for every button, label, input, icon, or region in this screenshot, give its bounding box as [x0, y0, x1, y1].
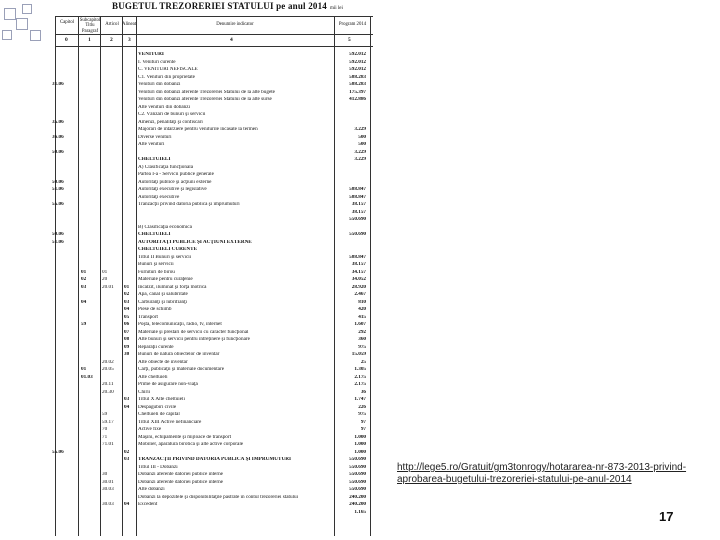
- table-row: [50, 75, 370, 81]
- cell-c4: Bunuri şi servicii: [138, 262, 174, 267]
- table-row: [50, 210, 370, 216]
- cell-c5: 550.690: [349, 464, 366, 470]
- cell-c3: 09: [124, 344, 130, 350]
- colnum: 2: [110, 37, 113, 43]
- table-row: [50, 480, 370, 486]
- cell-c4: CHELTUIELI CURENTE: [138, 247, 198, 252]
- cell-c4: Venituri din dobânzi: [138, 82, 181, 87]
- cell-c4: Autorităţi executive: [138, 194, 180, 200]
- header-top-line: [55, 16, 373, 17]
- table-row: [50, 495, 370, 501]
- cell-c4: Chirii: [138, 389, 151, 395]
- cell-c4: I. Venituri curente: [138, 59, 176, 65]
- cell-c4: Poştă, telecomunicaţii, radio, tv, internet: [138, 322, 222, 327]
- table-row: [50, 232, 370, 238]
- table-row: [50, 225, 370, 231]
- table-row: [50, 120, 370, 126]
- sheet-title: BUGETUL TREZORERIEI STATULUI pe anul 2014: [112, 1, 328, 11]
- cell-c3: 04: [124, 502, 130, 507]
- table-row: [50, 142, 370, 148]
- cell-c5: 592.012: [349, 67, 366, 72]
- cell-c4: Diverse venituri: [138, 134, 172, 140]
- cell-c3: 05: [124, 314, 130, 320]
- cell-c0: 55.06: [52, 202, 64, 207]
- cell-c4: Majorări de întârziere pentru veniturile încasate la termen: [138, 127, 258, 132]
- cell-c5: 15.059: [351, 352, 366, 357]
- budget-sheet: [50, 0, 370, 540]
- cell-c5: 2.175: [354, 382, 366, 387]
- table-row: [50, 67, 370, 73]
- cell-c0: 31.06: [52, 82, 64, 87]
- table-row: [50, 375, 370, 381]
- table-row: [50, 187, 370, 193]
- table-row: [50, 270, 370, 276]
- cell-c3: 02: [124, 292, 130, 297]
- cell-c4: AUTORITĂŢI PUBLICE ŞI ACŢIUNI EXTERNE: [138, 239, 252, 245]
- header-alineat: Alineat: [122, 22, 137, 27]
- cell-c4: Materiale pentru curăţenie: [138, 277, 193, 282]
- table-row: [50, 292, 370, 298]
- cell-c3: 02: [124, 449, 130, 455]
- cell-c5: 810: [358, 299, 366, 305]
- cell-c5: 3.229: [354, 149, 366, 155]
- table-row: [50, 307, 370, 313]
- cell-c5: 550.690: [349, 479, 366, 485]
- table-row: [50, 442, 370, 448]
- cell-c2: 20.11: [102, 382, 114, 387]
- cell-c4: VENITURI: [138, 52, 164, 57]
- cell-c2: 20.01: [102, 284, 114, 290]
- cell-c3: 06: [124, 322, 130, 327]
- table-row: [50, 510, 370, 516]
- cell-c4: Excedent: [138, 502, 158, 507]
- header-capitol: Capitol: [59, 20, 75, 25]
- cell-c4: Venituri din dobânzi aferente Trezoreriei Statului de la alte bugete: [138, 89, 275, 95]
- page-number: 17: [659, 509, 674, 524]
- cell-c1: 59: [81, 322, 87, 327]
- cell-c4: TRANZACŢII PRIVIND DATORIA PUBLICĂ ŞI ÎMPRUMUTURI: [138, 457, 291, 462]
- cell-c0: 50.06: [52, 232, 64, 237]
- cell-c5: 550.690: [349, 457, 366, 462]
- table-row: [50, 90, 370, 96]
- cell-c4: Titlul XIII Active nefinanciare: [138, 419, 202, 425]
- cell-c3: 03: [124, 457, 130, 462]
- cell-c2: 70: [102, 427, 108, 432]
- colnum: 1: [88, 37, 91, 43]
- cell-c4: Venituri din dobânzi aferente Trezoreriei Statului de la alte surse: [138, 97, 272, 102]
- cell-c4: C1. Venituri din proprietate: [138, 74, 195, 80]
- cell-c2: 20.02: [102, 359, 114, 365]
- table-row: [50, 127, 370, 133]
- cell-c5: 420: [358, 307, 366, 312]
- cell-c4: Alte obiecte de inventar: [138, 359, 188, 365]
- table-row: [50, 60, 370, 66]
- table-row: [50, 255, 370, 261]
- cell-c4: Alte venituri din dobânzi: [138, 104, 191, 110]
- cell-c5: 1.000: [354, 434, 366, 440]
- cell-c4: Tranzacţii privind datoria publică şi împrumuturi: [138, 202, 240, 207]
- cell-c4: Amenzi, penalităţi şi confiscări: [138, 119, 203, 125]
- table-row: [50, 172, 370, 178]
- cell-c4: Autorităţi executive şi legislative: [138, 187, 207, 192]
- cell-c4: Titlul X Alte cheltuieli: [138, 397, 185, 402]
- cell-c2: 59: [102, 412, 108, 417]
- cell-c2: 59.17: [102, 419, 114, 425]
- source-link[interactable]: http://lege5.ro/Gratuit/gm3tonrogy/hotararea-nr-873-2013-privind-aprobarea-bugetului-trezoreriei-statului-pe-anul-2014: [397, 462, 687, 485]
- cell-c5: 360: [358, 337, 366, 342]
- table-row: [50, 322, 370, 328]
- cell-c4: Partea I-a - Servicii publice generale: [138, 172, 214, 177]
- table-row: [50, 472, 370, 478]
- table-row: [50, 217, 370, 223]
- cell-c5: 226: [358, 404, 366, 410]
- cell-c1: 01.03: [81, 374, 93, 380]
- table-row: [50, 105, 370, 111]
- sheet-unit: mii lei: [330, 6, 343, 11]
- cell-c4: Autorităţi publice şi acţiuni externe: [138, 179, 212, 185]
- cell-c5: 36: [360, 389, 366, 395]
- cell-c2: 71.01: [102, 442, 114, 447]
- cell-c5: 588.283: [349, 74, 366, 80]
- table-row: [50, 285, 370, 291]
- table-row: [50, 465, 370, 471]
- cell-c1: 04: [81, 299, 87, 305]
- cell-c2: 30.03: [102, 502, 114, 507]
- cell-c5: 175.397: [349, 89, 366, 95]
- table-row: [50, 277, 370, 283]
- table-row: [50, 367, 370, 373]
- cell-c4: Alte dobânzi: [138, 487, 165, 492]
- cell-c5: 975: [358, 344, 366, 350]
- cell-c5: 2.467: [354, 292, 366, 297]
- cell-c0: 36.06: [52, 134, 64, 140]
- table-row: [50, 427, 370, 433]
- cell-c5: 3.229: [354, 157, 366, 162]
- cell-c5: 415: [358, 314, 366, 320]
- table-row: [50, 300, 370, 306]
- cell-c5: 550.690: [349, 217, 366, 222]
- cell-c4: Active fixe: [138, 427, 162, 432]
- cell-c4: Alte cheltuieli: [138, 374, 168, 380]
- table-row: [50, 82, 370, 88]
- header-denumire: Denumire indicator: [216, 22, 254, 27]
- cell-c4: C2. Vânzări de bunuri şi servicii: [138, 112, 206, 117]
- table-row: [50, 450, 370, 456]
- cell-c5: 240.200: [349, 494, 366, 500]
- table-row: [50, 405, 370, 411]
- cell-c2: 30: [102, 472, 108, 477]
- cell-c5: 38.157: [351, 202, 366, 207]
- cell-c0: 55.06: [52, 449, 64, 455]
- cell-c5: 588.847: [349, 187, 366, 192]
- table-row: [50, 315, 370, 321]
- cell-c4: Prime de asigurare non-viaţă: [138, 382, 198, 387]
- cell-c5: 2.175: [354, 374, 366, 380]
- cell-c5: 3.229: [354, 127, 366, 132]
- cell-c5: 38.157: [351, 209, 366, 215]
- cell-c4: Bunuri de natura obiectelor de inventar: [138, 352, 220, 357]
- table-row: [50, 390, 370, 396]
- table-row: [50, 330, 370, 336]
- cell-c5: 592.012: [349, 52, 366, 57]
- colnum: 5: [348, 37, 351, 43]
- cell-c2: 30.01: [102, 479, 114, 485]
- cell-c5: 34.052: [351, 277, 366, 282]
- cell-c3: 04: [124, 307, 130, 312]
- cell-c2: 20: [102, 277, 108, 282]
- table-row: [50, 397, 370, 403]
- cell-c4: Furnituri de birou: [138, 269, 175, 275]
- cell-c3: 30: [124, 352, 130, 357]
- cell-c5: 1.607: [354, 322, 366, 327]
- table-row: [50, 202, 370, 208]
- table-row: [50, 112, 370, 118]
- cell-c5: 1.000: [354, 449, 366, 455]
- cell-c5: 240.200: [349, 502, 366, 507]
- col-line: [370, 16, 371, 536]
- cell-c4: Cheltuieli de capital: [138, 412, 180, 417]
- table-row: [50, 412, 370, 418]
- cell-c2: 71: [102, 434, 108, 440]
- cell-c5: 412.886: [349, 97, 366, 102]
- table-row: [50, 135, 370, 141]
- cell-c3: 03: [124, 299, 130, 305]
- cell-c4: Mobilier, aparatură birotică şi alte active corporale: [138, 442, 244, 447]
- cell-c1: 02: [81, 277, 87, 282]
- cell-c5: 588.847: [349, 254, 366, 260]
- cell-c5: 97: [360, 419, 366, 425]
- slide-decoration: [0, 0, 40, 60]
- cell-c1: 01: [81, 367, 87, 372]
- cell-c5: 1.305: [354, 367, 366, 372]
- colnum: 4: [230, 37, 233, 43]
- cell-c5: 588.283: [349, 82, 366, 87]
- cell-c4: Transport: [138, 314, 158, 320]
- decor-square: [16, 18, 28, 30]
- cell-c5: 1.747: [354, 397, 366, 402]
- cell-c2: 20.30: [102, 389, 114, 395]
- table-row: [50, 262, 370, 268]
- cell-c4: Apă, canal şi salubritate: [138, 292, 188, 297]
- cell-c4: Dobânzi aferente datoriei publice interne: [138, 472, 223, 477]
- cell-c4: Încălzit, iluminat şi forţă motrică: [138, 284, 207, 290]
- cell-c4: Titlul II Bunuri şi servicii: [138, 254, 192, 260]
- table-row: [50, 487, 370, 493]
- cell-c2: 30.03: [102, 487, 114, 492]
- colnum: 3: [128, 37, 131, 43]
- cell-c3: 08: [124, 337, 130, 342]
- table-row: [50, 345, 370, 351]
- decor-square: [2, 30, 12, 40]
- cell-c2: 20.05: [102, 367, 114, 372]
- decor-square: [22, 4, 32, 14]
- table-row: [50, 457, 370, 463]
- cell-c3: 01: [124, 284, 130, 290]
- table-row: [50, 360, 370, 366]
- cell-c5: 500: [358, 134, 366, 140]
- cell-c4: Alte bunuri şi servicii pentru întreţinere şi funcţionare: [138, 337, 250, 342]
- cell-c5: 550.690: [349, 472, 366, 477]
- cell-c4: Materiale şi prestări de servicii cu caracter funcţional: [138, 329, 249, 335]
- cell-c5: 28.920: [351, 284, 366, 290]
- cell-c2: 01: [102, 269, 108, 275]
- cell-c4: A) Clasificaţia funcţională: [138, 164, 194, 170]
- cell-c4: Cărţi, publicaţii şi materiale documentare: [138, 367, 224, 372]
- cell-c4: Piese de schimb: [138, 307, 172, 312]
- table-row: [50, 97, 370, 103]
- cell-c4: Reparaţii curente: [138, 344, 174, 350]
- header-bottom-line: [55, 34, 373, 35]
- cell-c5: 550.690: [349, 232, 366, 237]
- table-row: [50, 180, 370, 186]
- decor-square: [4, 8, 16, 20]
- cell-c4: B) Clasificaţia economică: [138, 224, 192, 230]
- cell-c4: C. VENITURI NEFISCALE: [138, 67, 198, 72]
- table-row: [50, 52, 370, 58]
- cell-c5: 550.690: [349, 487, 366, 492]
- table-row: [50, 337, 370, 343]
- decor-square: [30, 30, 41, 41]
- cell-c4: Carburanţi şi lubrifianţi: [138, 299, 187, 305]
- table-row: [50, 247, 370, 253]
- table-row: [50, 157, 370, 163]
- cell-c5: 25: [360, 359, 366, 365]
- table-row: [50, 435, 370, 441]
- cell-c5: 592.012: [349, 59, 366, 65]
- cell-c4: Dobânzi aferente datoriei publice interne: [138, 479, 223, 485]
- cell-c4: Maşini, echipamente şi mijloace de transport: [138, 434, 232, 440]
- cell-c3: 03: [124, 397, 130, 402]
- cell-c3: 04: [124, 404, 130, 410]
- cell-c5: 38.157: [351, 262, 366, 267]
- colnum-bottom-line: [55, 46, 373, 47]
- colnum: 0: [65, 37, 68, 43]
- table-row: [50, 352, 370, 358]
- cell-c1: 01: [81, 269, 87, 275]
- cell-c5: 588.847: [349, 194, 366, 200]
- table-row: [50, 382, 370, 388]
- cell-c5: 975: [358, 412, 366, 417]
- cell-c4: CHELTUIELI: [138, 232, 171, 237]
- table-row: [50, 195, 370, 201]
- cell-c0: 35.06: [52, 119, 64, 125]
- cell-c4: CHELTUIELI: [138, 157, 171, 162]
- header-program: Program 2014: [338, 22, 367, 27]
- cell-c4: Titlul III - Dobânzi: [138, 464, 178, 470]
- cell-c0: 51.06: [52, 187, 64, 192]
- table-row: [50, 150, 370, 156]
- cell-c4: Alte venituri: [138, 142, 165, 147]
- table-row: [50, 502, 370, 508]
- cell-c5: 34.157: [351, 269, 366, 275]
- cell-c5: 292: [358, 329, 366, 335]
- table-row: [50, 165, 370, 171]
- table-row: [50, 420, 370, 426]
- header-articol: Articol: [105, 22, 119, 27]
- table-row: [50, 240, 370, 246]
- cell-c1: 03: [81, 284, 87, 290]
- cell-c4: Despăgubiri civile: [138, 404, 177, 410]
- cell-c5: 1.000: [354, 442, 366, 447]
- cell-c5: 500: [358, 142, 366, 147]
- cell-c0: 51.06: [52, 239, 64, 245]
- cell-c4: Dobânzi la depozitele şi disponibilităţile păstrate în contul trezoreriei statului: [138, 494, 299, 500]
- cell-c3: 07: [124, 329, 130, 335]
- header-subcapitol: Subcapitol Titlu Paragraf: [79, 18, 101, 34]
- cell-c5: 97: [360, 427, 366, 432]
- cell-c0: 50.06: [52, 179, 64, 185]
- cell-c5: 1.165: [354, 509, 366, 515]
- cell-c0: 50.06: [52, 149, 64, 155]
